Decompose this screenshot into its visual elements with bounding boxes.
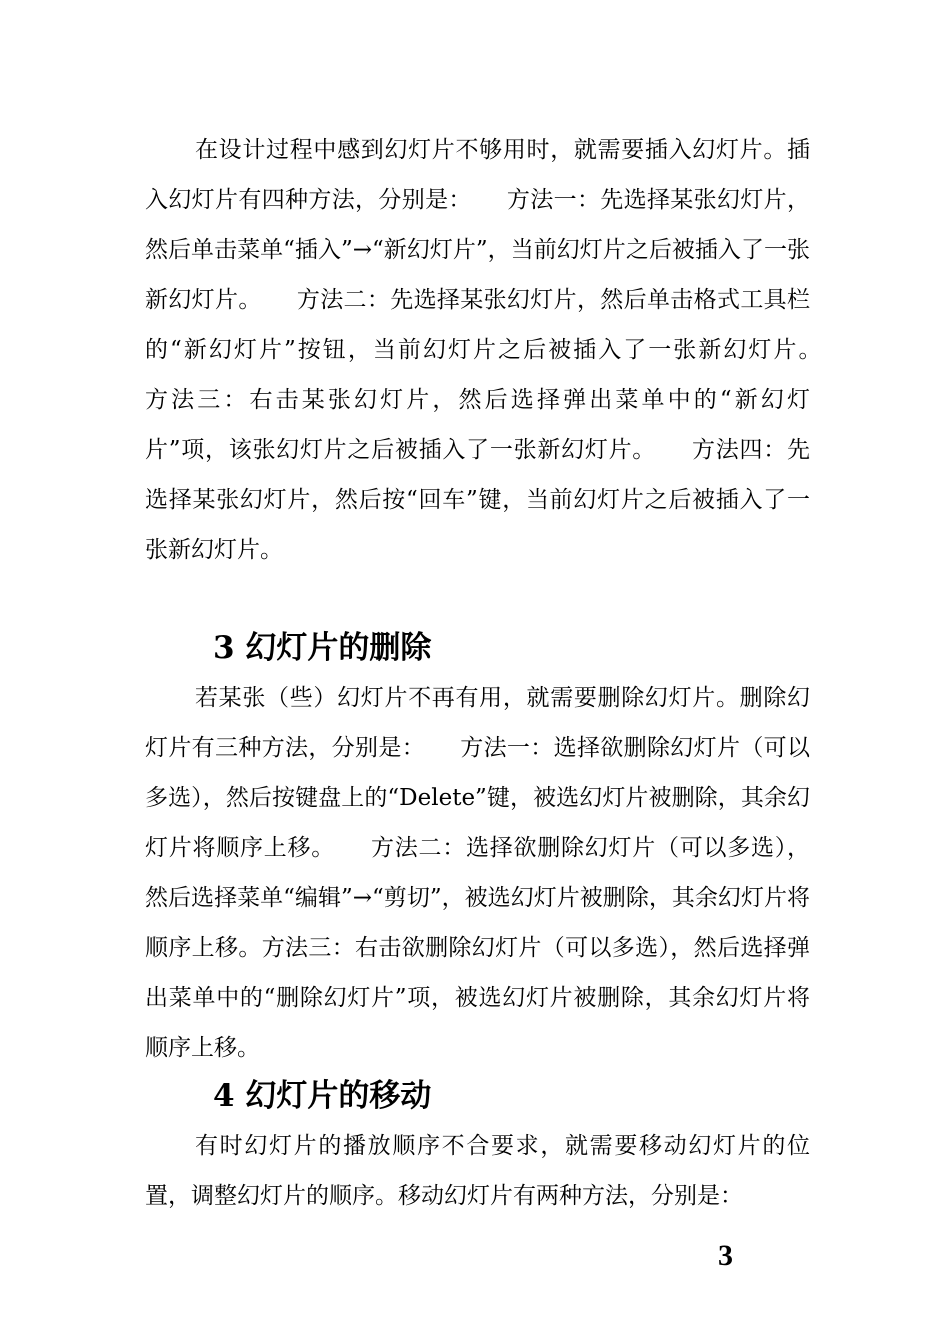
paragraph-move-slides: 有时幻灯片的播放顺序不合要求，就需要移动幻灯片的位置，调整幻灯片的顺序。移动幻灯片有两种方法，分别是： <box>145 1133 810 1209</box>
heading-delete-slides: 3 幻灯片的删除 <box>213 630 432 666</box>
heading-move-slides: 4 幻灯片的移动 <box>213 1078 432 1114</box>
paragraph-insert-slides: 在设计过程中感到幻灯片不够用时，就需要插入幻灯片。插入幻灯片有四种方法，分别是： 方法一：先选择某张幻灯片，然后单击菜单“插入”→“新幻灯片”，当前幻灯片之后被插入了一张新幻灯片。 方法二：先选择某张幻灯片，然后单击格式工具栏的“新幻灯片”按钮，当前幻灯片之后被插入了一张新幻灯片。 方法三：右击某张幻灯片，然后选择弹出菜单中的“新幻灯片”项，该张幻灯片之后被插入了一张新幻灯片。 方法四：先选择某张幻灯片，然后按“回车”键，当前幻灯片之后被插入了一张新幻灯片。 <box>145 137 856 563</box>
page-number: 3 <box>718 1239 733 1272</box>
paragraph-delete-slides: 若某张（些）幻灯片不再有用，就需要删除幻灯片。删除幻灯片有三种方法，分别是： 方法一：选择欲删除幻灯片（可以多选），然后按键盘上的“Delete”键，被选幻灯片被删除，其余幻灯片将顺序上移。 方法二：选择欲删除幻灯片（可以多选），然后选择菜单“编辑”→“剪切”，被选幻灯片被删除，其余幻灯片将顺序上移。方法三：右击欲删除幻灯片（可以多选），然后选择弹出菜单中的“删除幻灯片”项，被选幻灯片被删除，其余幻灯片将顺序上移。 <box>145 685 810 1061</box>
